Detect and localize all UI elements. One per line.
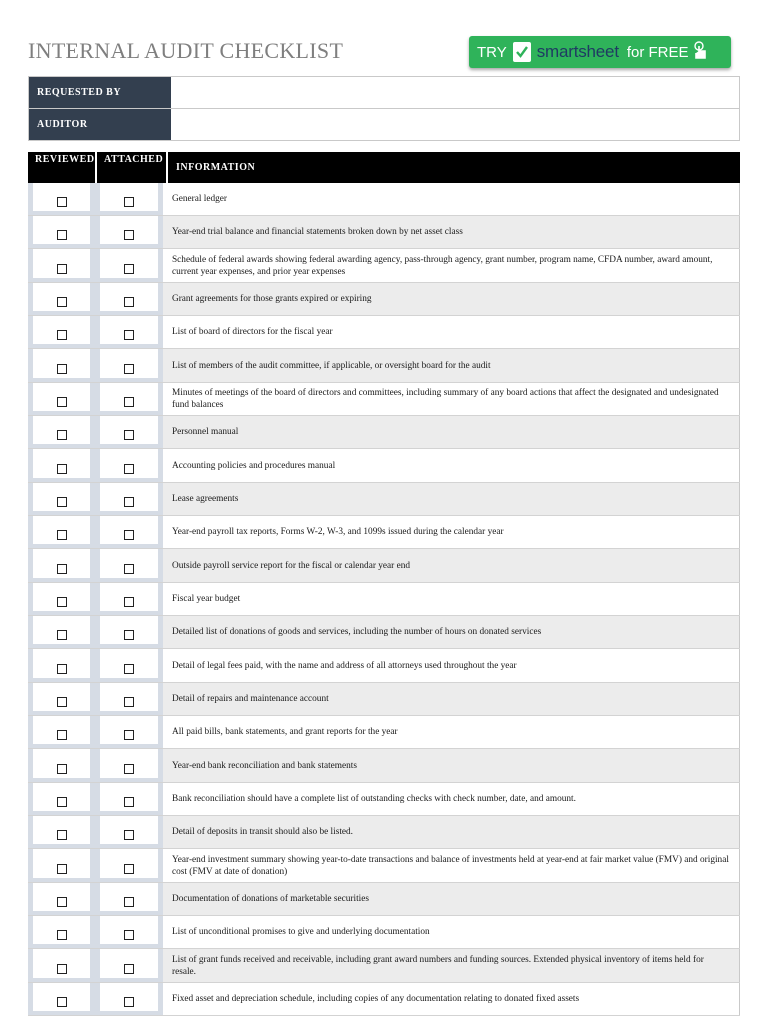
attached-cell-inner [100, 549, 158, 578]
attached-cell-inner [100, 483, 158, 511]
information-cell: Fiscal year budget [163, 583, 740, 615]
reviewed-cell-inner [33, 583, 90, 611]
reviewed-cell [28, 649, 95, 682]
attached-cell-inner [100, 849, 158, 878]
reviewed-checkbox[interactable] [57, 564, 67, 574]
attached-cell [95, 583, 163, 615]
information-cell: General ledger [163, 183, 740, 215]
attached-cell-inner [100, 949, 158, 978]
attached-cell-inner [100, 449, 158, 478]
attached-cell [95, 349, 163, 382]
reviewed-cell [28, 349, 95, 382]
attached-checkbox[interactable] [124, 864, 134, 874]
information-cell: All paid bills, bank statements, and grant reports for the year [163, 716, 740, 748]
attached-cell [95, 383, 163, 415]
reviewed-cell [28, 483, 95, 515]
information-cell: Year-end investment summary showing year-to-date transactions and balance of investments held at year-end at fair market value (FMV) and original cost (FMV at date of donation) [163, 849, 740, 882]
reviewed-cell-inner [33, 283, 90, 311]
attached-cell [95, 649, 163, 682]
table-row [28, 683, 740, 716]
requested-by-field[interactable] [171, 77, 739, 108]
attached-checkbox[interactable] [124, 564, 134, 574]
table-body [28, 183, 740, 1016]
attached-checkbox[interactable] [124, 264, 134, 274]
reviewed-checkbox[interactable] [57, 997, 67, 1007]
attached-cell-inner [100, 583, 158, 611]
attached-checkbox[interactable] [124, 830, 134, 840]
attached-checkbox[interactable] [124, 697, 134, 707]
attached-cell [95, 683, 163, 715]
reviewed-checkbox[interactable] [57, 497, 67, 507]
table-row [28, 549, 740, 583]
reviewed-cell [28, 683, 95, 715]
attached-cell-inner [100, 683, 158, 711]
reviewed-cell [28, 616, 95, 648]
reviewed-cell-inner [33, 349, 90, 378]
reviewed-cell-inner [33, 816, 90, 844]
attached-checkbox[interactable] [124, 764, 134, 774]
reviewed-cell [28, 449, 95, 482]
attached-cell [95, 716, 163, 748]
attached-checkbox[interactable] [124, 464, 134, 474]
attached-checkbox[interactable] [124, 330, 134, 340]
attached-cell [95, 216, 163, 248]
reviewed-cell [28, 249, 95, 282]
attached-cell [95, 249, 163, 282]
reviewed-checkbox[interactable] [57, 397, 67, 407]
reviewed-cell [28, 383, 95, 415]
reviewed-cell-inner [33, 316, 90, 344]
reviewed-cell [28, 583, 95, 615]
reviewed-checkbox[interactable] [57, 197, 67, 207]
header-fields [28, 76, 740, 141]
attached-cell-inner [100, 716, 158, 744]
reviewed-cell [28, 816, 95, 848]
column-header-attached: ATTACHED [95, 152, 166, 183]
table-row [28, 649, 740, 683]
attached-cell [95, 483, 163, 515]
reviewed-checkbox[interactable] [57, 264, 67, 274]
reviewed-checkbox[interactable] [57, 730, 67, 740]
information-cell: Grant agreements for those grants expired or expiring [163, 283, 740, 315]
information-cell: List of members of the audit committee, if applicable, or oversight board for the audit [163, 349, 740, 382]
reviewed-cell-inner [33, 983, 90, 1011]
attached-cell [95, 883, 163, 915]
attached-cell-inner [100, 983, 158, 1011]
reviewed-cell-inner [33, 916, 90, 944]
reviewed-cell-inner [33, 449, 90, 478]
table-row [28, 583, 740, 616]
smartsheet-logo: smartsheet [536, 42, 619, 61]
information-cell: Documentation of donations of marketable securities [163, 883, 740, 915]
attached-cell [95, 916, 163, 948]
reviewed-checkbox[interactable] [57, 664, 67, 674]
reviewed-checkbox[interactable] [57, 897, 67, 907]
reviewed-cell [28, 216, 95, 248]
information-cell: Outside payroll service report for the fiscal or calendar year end [163, 549, 740, 582]
promo-try-label: TRY [477, 43, 507, 61]
information-cell: List of board of directors for the fiscal year [163, 316, 740, 348]
table-row [28, 983, 740, 1016]
table-row [28, 449, 740, 483]
attached-cell [95, 983, 163, 1015]
table-row [28, 849, 740, 883]
reviewed-checkbox[interactable] [57, 764, 67, 774]
reviewed-cell [28, 916, 95, 948]
attached-cell [95, 816, 163, 848]
reviewed-cell-inner [33, 216, 90, 244]
table-row [28, 716, 740, 749]
attached-cell [95, 849, 163, 882]
attached-cell-inner [100, 249, 158, 278]
checklist-table [28, 152, 740, 1016]
reviewed-cell-inner [33, 483, 90, 511]
table-row [28, 383, 740, 416]
reviewed-cell-inner [33, 616, 90, 644]
reviewed-checkbox[interactable] [57, 930, 67, 940]
table-row [28, 416, 740, 449]
information-cell: Schedule of federal awards showing federal awarding agency, pass-through agency, grant number, program name, CFDA number, award amount, current year expenses, and prior year expenses [163, 249, 740, 282]
auditor-label: AUDITOR [29, 109, 171, 140]
reviewed-cell-inner [33, 883, 90, 911]
reviewed-cell-inner [33, 649, 90, 678]
attached-cell-inner [100, 816, 158, 844]
attached-checkbox[interactable] [124, 430, 134, 440]
reviewed-checkbox[interactable] [57, 464, 67, 474]
attached-cell-inner [100, 783, 158, 811]
attached-cell-inner [100, 516, 158, 544]
table-row [28, 183, 740, 216]
reviewed-checkbox[interactable] [57, 597, 67, 607]
information-cell: List of grant funds received and receivable, including grant award numbers and funding sources. Extended physical inventory of items held for resale. [163, 949, 740, 982]
page-title: INTERNAL AUDIT CHECKLIST [28, 38, 344, 63]
table-row [28, 883, 740, 916]
information-cell: Year-end payroll tax reports, Forms W-2, W-3, and 1099s issued during the calendar year [163, 516, 740, 548]
reviewed-checkbox[interactable] [57, 830, 67, 840]
reviewed-checkbox[interactable] [57, 697, 67, 707]
attached-checkbox[interactable] [124, 230, 134, 240]
reviewed-checkbox[interactable] [57, 230, 67, 240]
attached-cell [95, 949, 163, 982]
information-cell: Minutes of meetings of the board of directors and committees, including summary of any board actions that affect the designated and undesignated fund balances [163, 383, 740, 415]
attached-checkbox[interactable] [124, 497, 134, 507]
reviewed-cell-inner [33, 516, 90, 544]
attached-checkbox[interactable] [124, 597, 134, 607]
reviewed-cell [28, 316, 95, 348]
attached-checkbox[interactable] [124, 797, 134, 807]
attached-cell [95, 449, 163, 482]
reviewed-cell-inner [33, 383, 90, 411]
table-row [28, 916, 740, 949]
reviewed-cell [28, 783, 95, 815]
table-header [28, 152, 740, 183]
attached-cell [95, 549, 163, 582]
attached-checkbox[interactable] [124, 364, 134, 374]
table-row [28, 249, 740, 283]
attached-checkbox[interactable] [124, 964, 134, 974]
attached-cell-inner [100, 616, 158, 644]
requested-by-label: REQUESTED BY [29, 77, 171, 108]
reviewed-checkbox[interactable] [57, 297, 67, 307]
attached-cell-inner [100, 183, 158, 211]
reviewed-cell-inner [33, 683, 90, 711]
attached-cell-inner [100, 283, 158, 311]
information-cell: Detail of repairs and maintenance account [163, 683, 740, 715]
reviewed-checkbox[interactable] [57, 364, 67, 374]
table-row [28, 816, 740, 849]
attached-checkbox[interactable] [124, 930, 134, 940]
column-header-reviewed: REVIEWED [35, 154, 95, 165]
table-row [28, 349, 740, 383]
attached-checkbox[interactable] [124, 530, 134, 540]
table-row [28, 216, 740, 249]
information-cell: Bank reconciliation should have a complete list of outstanding checks with check number, date, and amount. [163, 783, 740, 815]
information-cell: Year-end bank reconciliation and bank statements [163, 749, 740, 782]
attached-cell-inner [100, 416, 158, 444]
attached-checkbox[interactable] [124, 897, 134, 907]
information-cell: Accounting policies and procedures manual [163, 449, 740, 482]
attached-cell-inner [100, 916, 158, 944]
information-cell: List of unconditional promises to give and underlying documentation [163, 916, 740, 948]
table-row [28, 283, 740, 316]
reviewed-cell [28, 749, 95, 782]
attached-checkbox[interactable] [124, 730, 134, 740]
reviewed-checkbox[interactable] [57, 964, 67, 974]
attached-cell-inner [100, 749, 158, 778]
attached-cell [95, 749, 163, 782]
attached-cell [95, 183, 163, 215]
table-row [28, 516, 740, 549]
attached-cell-inner [100, 216, 158, 244]
information-cell: Year-end trial balance and financial statements broken down by net asset class [163, 216, 740, 248]
reviewed-checkbox[interactable] [57, 797, 67, 807]
reviewed-cell-inner [33, 849, 90, 878]
attached-cell-inner [100, 383, 158, 411]
reviewed-checkbox[interactable] [57, 430, 67, 440]
reviewed-cell [28, 549, 95, 582]
table-row [28, 483, 740, 516]
checkmark-icon [513, 42, 531, 62]
reviewed-checkbox[interactable] [57, 864, 67, 874]
auditor-row [28, 109, 740, 141]
information-cell: Detail of deposits in transit should also be listed. [163, 816, 740, 848]
reviewed-cell-inner [33, 416, 90, 444]
reviewed-cell [28, 983, 95, 1015]
attached-checkbox[interactable] [124, 630, 134, 640]
attached-checkbox[interactable] [124, 297, 134, 307]
table-row [28, 316, 740, 349]
attached-cell [95, 516, 163, 548]
pointer-hand-icon [693, 41, 709, 64]
reviewed-cell [28, 716, 95, 748]
reviewed-cell [28, 849, 95, 882]
attached-checkbox[interactable] [124, 997, 134, 1007]
attached-cell [95, 316, 163, 348]
auditor-field[interactable] [171, 109, 739, 140]
information-cell: Personnel manual [163, 416, 740, 448]
table-row [28, 949, 740, 983]
requested-by-row [28, 76, 740, 109]
attached-checkbox[interactable] [124, 397, 134, 407]
attached-cell [95, 416, 163, 448]
attached-cell [95, 783, 163, 815]
reviewed-cell-inner [33, 949, 90, 978]
attached-checkbox[interactable] [124, 664, 134, 674]
reviewed-cell [28, 883, 95, 915]
information-cell: Detailed list of donations of goods and services, including the number of hours on donated services [163, 616, 740, 648]
attached-cell [95, 616, 163, 648]
reviewed-cell [28, 416, 95, 448]
reviewed-cell-inner [33, 749, 90, 778]
attached-cell-inner [100, 649, 158, 678]
information-cell: Detail of legal fees paid, with the name and address of all attorneys used throughout the year [163, 649, 740, 682]
promo-free-label: for FREE [626, 43, 689, 61]
reviewed-checkbox[interactable] [57, 530, 67, 540]
reviewed-cell-inner [33, 183, 90, 211]
table-row [28, 749, 740, 783]
reviewed-cell [28, 949, 95, 982]
attached-cell-inner [100, 883, 158, 911]
attached-cell-inner [100, 349, 158, 378]
attached-cell [95, 283, 163, 315]
column-header-information: INFORMATION [166, 152, 740, 183]
reviewed-cell-inner [33, 549, 90, 578]
information-cell: Fixed asset and depreciation schedule, including copies of any documentation relating to donated fixed assets [163, 983, 740, 1015]
reviewed-cell [28, 183, 95, 215]
reviewed-cell [28, 283, 95, 315]
reviewed-cell [28, 516, 95, 548]
reviewed-cell-inner [33, 249, 90, 278]
try-smartsheet-button[interactable] [469, 36, 731, 68]
reviewed-cell-inner [33, 783, 90, 811]
reviewed-checkbox[interactable] [57, 330, 67, 340]
reviewed-cell-inner [33, 716, 90, 744]
reviewed-checkbox[interactable] [57, 630, 67, 640]
table-row [28, 616, 740, 649]
table-row [28, 783, 740, 816]
attached-checkbox[interactable] [124, 197, 134, 207]
information-cell: Lease agreements [163, 483, 740, 515]
attached-cell-inner [100, 316, 158, 344]
